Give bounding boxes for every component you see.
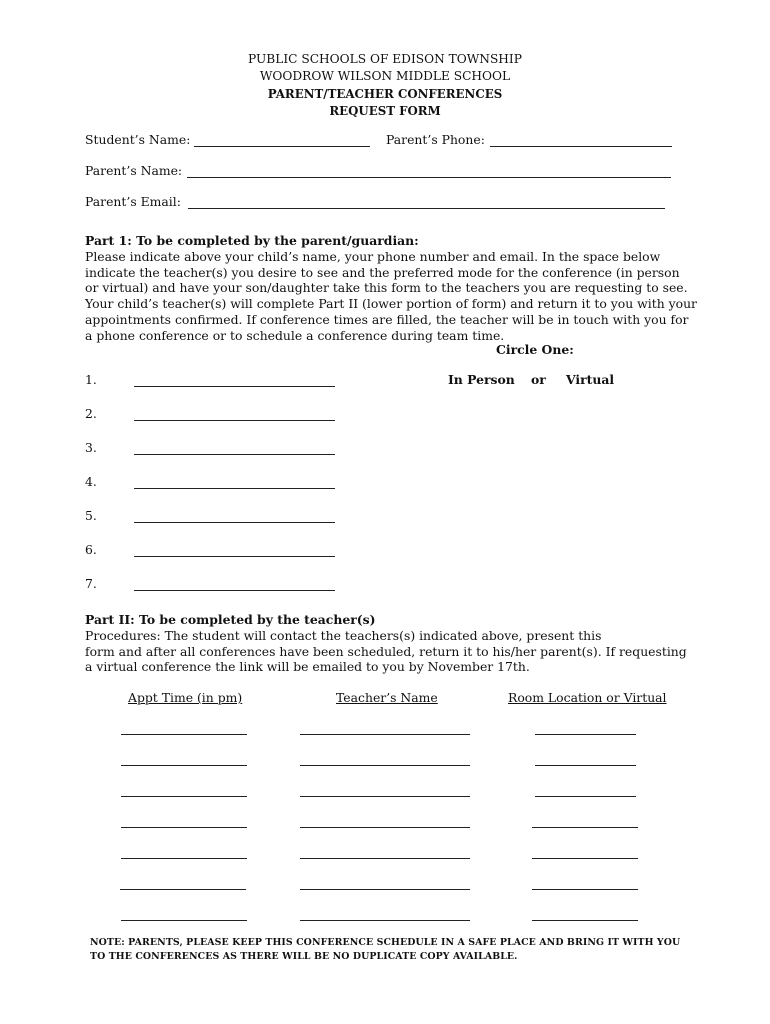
part1-line: a phone conference or to schedule a conference during team time. — [85, 327, 505, 343]
room-location-field[interactable] — [535, 734, 636, 735]
appt-time-field[interactable] — [121, 827, 247, 828]
virtual-option[interactable]: Virtual — [566, 372, 615, 387]
appt-time-field[interactable] — [121, 734, 247, 735]
teacher-name-field[interactable] — [300, 920, 470, 921]
circle-one-label: Circle One: — [496, 342, 574, 357]
teacher-name-field[interactable] — [300, 858, 470, 859]
request-number: 5. — [85, 508, 97, 523]
column-room-location: Room Location or Virtual — [508, 690, 667, 705]
parent-email-field[interactable] — [188, 208, 665, 209]
part2-line: form and after all conferences have been scheduled, return it to his/her parent(s). If requesting — [85, 643, 687, 659]
parent-name-label: Parent’s Name: — [85, 163, 183, 178]
parent-name-field[interactable] — [187, 177, 671, 178]
room-location-field[interactable] — [532, 889, 638, 890]
teacher-name-field[interactable] — [300, 827, 470, 828]
part1-line: appointments confirmed. If conference times are filled, the teacher will be in touch with you for — [85, 311, 689, 327]
part2-heading: Part II: To be completed by the teacher(s) — [85, 612, 376, 627]
part2-procedures — [85, 628, 685, 675]
column-teacher-name: Teacher’s Name — [336, 690, 438, 705]
note-line: TO THE CONFERENCES AS THERE WILL BE NO DUPLICATE COPY AVAILABLE. — [90, 951, 518, 962]
room-location-field[interactable] — [535, 796, 636, 797]
appt-time-field[interactable] — [121, 920, 247, 921]
teacher-name-field[interactable] — [300, 734, 470, 735]
teacher-request-field[interactable] — [134, 488, 335, 489]
part1-line: indicate the teacher(s) you desire to see and the preferred mode for the conference (in person — [85, 264, 680, 280]
teacher-name-field[interactable] — [300, 889, 470, 890]
teacher-name-field[interactable] — [300, 796, 470, 797]
parent-phone-field[interactable] — [490, 146, 672, 147]
request-number: 2. — [85, 406, 97, 421]
teacher-request-field[interactable] — [134, 420, 335, 421]
in-person-option[interactable]: In Person — [448, 372, 515, 387]
teacher-request-field[interactable] — [134, 386, 335, 387]
closing-note — [90, 936, 680, 964]
student-name-field[interactable] — [194, 146, 370, 147]
teacher-request-field[interactable] — [134, 522, 335, 523]
school-title: WOODROW WILSON MIDDLE SCHOOL — [259, 69, 511, 83]
appt-time-field[interactable] — [121, 796, 247, 797]
student-name-label: Student’s Name: — [85, 132, 191, 147]
room-location-field[interactable] — [532, 858, 638, 859]
teacher-request-field[interactable] — [134, 556, 335, 557]
district-title: PUBLIC SCHOOLS OF EDISON TOWNSHIP — [248, 52, 522, 66]
form-subtitle: REQUEST FORM — [329, 104, 441, 118]
room-location-field[interactable] — [532, 827, 638, 828]
part1-line: Your child’s teacher(s) will complete Part II (lower portion of form) and return it to you with your — [85, 296, 697, 312]
form-title: PARENT/TEACHER CONFERENCES — [267, 87, 503, 101]
or-label: or — [531, 372, 546, 387]
teacher-name-field[interactable] — [300, 765, 470, 766]
parent-email-label: Parent’s Email: — [85, 194, 181, 209]
appt-time-field[interactable] — [120, 889, 246, 890]
column-appt-time: Appt Time (in pm) — [128, 690, 243, 705]
request-number: 7. — [85, 576, 97, 591]
teacher-request-field[interactable] — [134, 454, 335, 455]
room-location-field[interactable] — [535, 765, 636, 766]
part1-line: or virtual) and have your son/daughter take this form to the teachers you are requesting to see. — [85, 280, 688, 296]
request-number: 3. — [85, 440, 97, 455]
parent-phone-label: Parent’s Phone: — [386, 132, 485, 147]
part1-heading: Part 1: To be completed by the parent/guardian: — [85, 233, 419, 248]
request-number: 4. — [85, 474, 97, 489]
part1-instructions — [85, 249, 697, 343]
part1-line: Please indicate above your child’s name, your phone number and email. In the space below — [85, 249, 661, 264]
teacher-request-field[interactable] — [134, 590, 335, 591]
request-number: 6. — [85, 542, 97, 557]
request-number: 1. — [85, 372, 97, 387]
room-location-field[interactable] — [532, 920, 638, 921]
appt-time-field[interactable] — [121, 858, 247, 859]
part2-line: a virtual conference the link will be emailed to you by November 17th. — [85, 659, 530, 675]
note-line: NOTE: PARENTS, PLEASE KEEP THIS CONFERENCE SCHEDULE IN A SAFE PLACE AND BRING IT WITH YOU — [90, 937, 681, 948]
appt-time-field[interactable] — [121, 765, 247, 766]
part2-line: Procedures: The student will contact the teachers(s) indicated above, present this — [85, 628, 602, 643]
